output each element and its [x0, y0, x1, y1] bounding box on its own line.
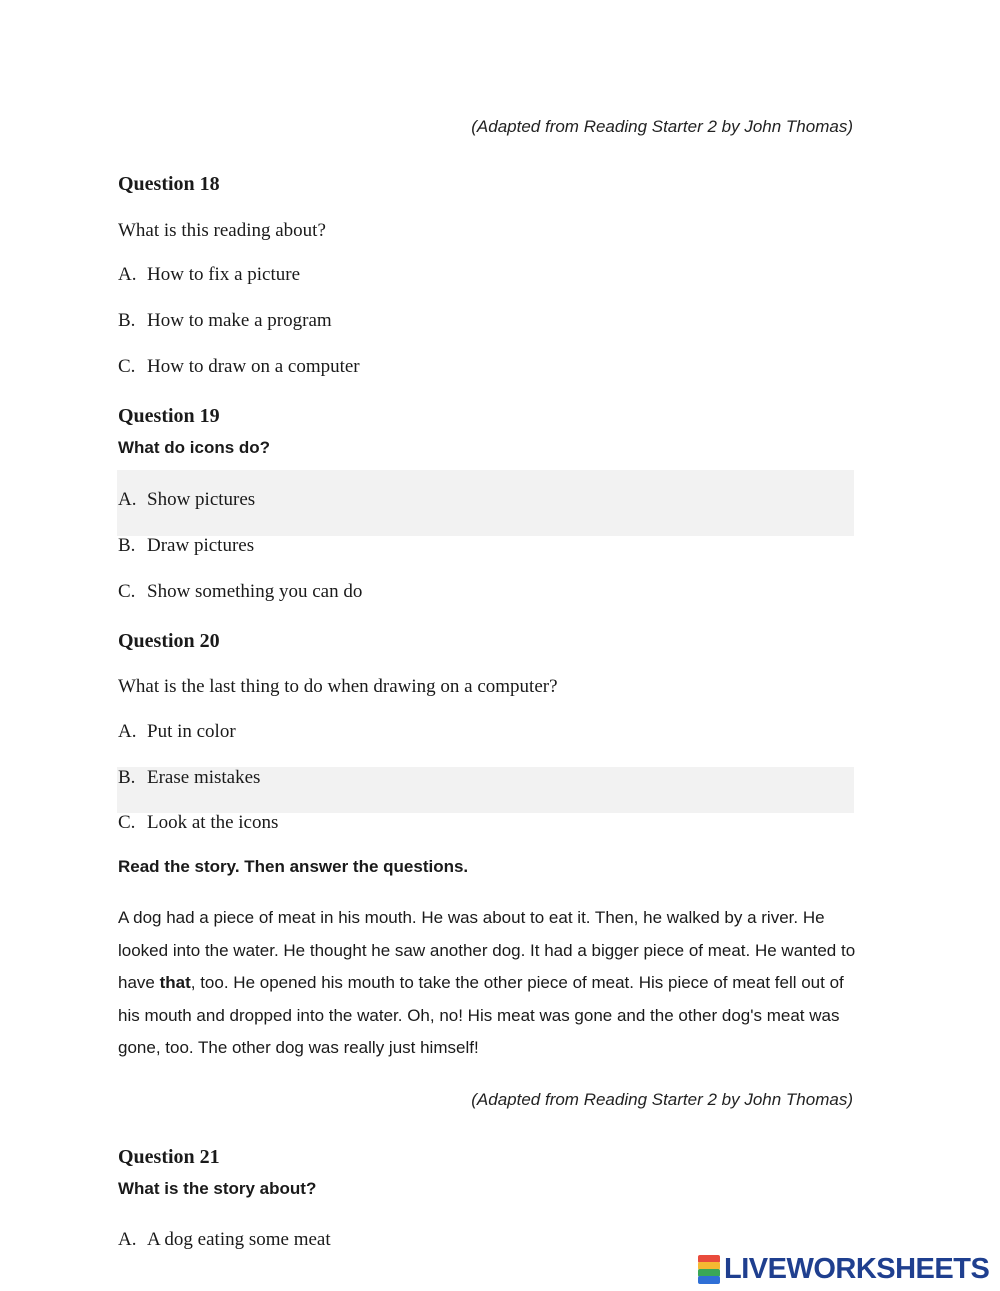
question-19-option-b[interactable]	[118, 535, 254, 557]
question-18-option-a[interactable]	[118, 264, 300, 286]
question-19-option-c[interactable]	[118, 581, 362, 603]
option-text: A dog eating some meat	[147, 1229, 331, 1250]
option-letter: A.	[118, 721, 137, 742]
question-18-text: What is this reading about?	[118, 220, 326, 241]
option-text: How to draw on a computer	[147, 356, 360, 377]
option-text: Draw pictures	[147, 535, 255, 556]
question-18-title: Question 18	[118, 173, 220, 195]
question-20-title: Question 20	[118, 630, 220, 652]
logo-mark-bar	[698, 1276, 720, 1284]
option-letter: A.	[118, 489, 137, 510]
option-text: How to make a program	[147, 310, 332, 331]
option-text: Look at the icons	[147, 812, 279, 833]
option-letter: B.	[118, 767, 136, 788]
option-text: Show something you can do	[147, 581, 363, 602]
question-20-option-c[interactable]	[118, 812, 278, 834]
option-text: How to fix a picture	[147, 264, 301, 285]
story-instruction: Read the story. Then answer the questions.	[118, 857, 469, 876]
question-19-title: Question 19	[118, 405, 220, 427]
story-text-1: A dog had a piece of meat in his mouth. He was about to eat it. Then, he walked by a river. He looked into the water. He thought he saw another dog. It had a bigger piece of meat. He wanted to have	[118, 908, 856, 992]
question-19-text: What do icons do?	[118, 438, 271, 457]
option-text: Put in color	[147, 721, 236, 742]
question-18-option-c[interactable]	[118, 356, 360, 378]
question-21-title: Question 21	[118, 1146, 220, 1168]
question-20-option-b[interactable]	[118, 767, 260, 789]
question-19-option-a[interactable]	[118, 489, 255, 511]
logo-mark-icon	[698, 1255, 720, 1283]
question-21-text: What is the story about?	[118, 1179, 317, 1198]
question-20-option-a[interactable]	[118, 721, 236, 743]
option-letter: A.	[118, 264, 137, 285]
option-letter: C.	[118, 581, 136, 602]
option-text: Show pictures	[147, 489, 256, 510]
option-letter: B.	[118, 535, 136, 556]
question-21-option-a[interactable]	[118, 1229, 331, 1251]
question-20-text: What is the last thing to do when drawing on a computer?	[118, 676, 558, 697]
option-letter: C.	[118, 812, 136, 833]
story-credit: (Adapted from Reading Starter 2 by John Thomas)	[471, 1090, 853, 1109]
option-letter: B.	[118, 310, 136, 331]
story-bold-word: that	[159, 973, 191, 992]
liveworksheets-logo	[698, 1252, 989, 1286]
source-credit: (Adapted from Reading Starter 2 by John Thomas)	[471, 117, 853, 136]
story-paragraph	[118, 902, 863, 1065]
option-letter: C.	[118, 356, 136, 377]
story-text-2: , too. He opened his mouth to take the other piece of meat. His piece of meat fell out of his mouth and dropped into the water. Oh, no! His meat was gone and the other dog's meat was gone, too. The other dog was really just himself!	[118, 973, 844, 1057]
logo-text: LIVEWORKSHEETS	[724, 1252, 990, 1285]
option-text: Erase mistakes	[147, 767, 261, 788]
question-18-option-b[interactable]	[118, 310, 332, 332]
option-letter: A.	[118, 1229, 137, 1250]
